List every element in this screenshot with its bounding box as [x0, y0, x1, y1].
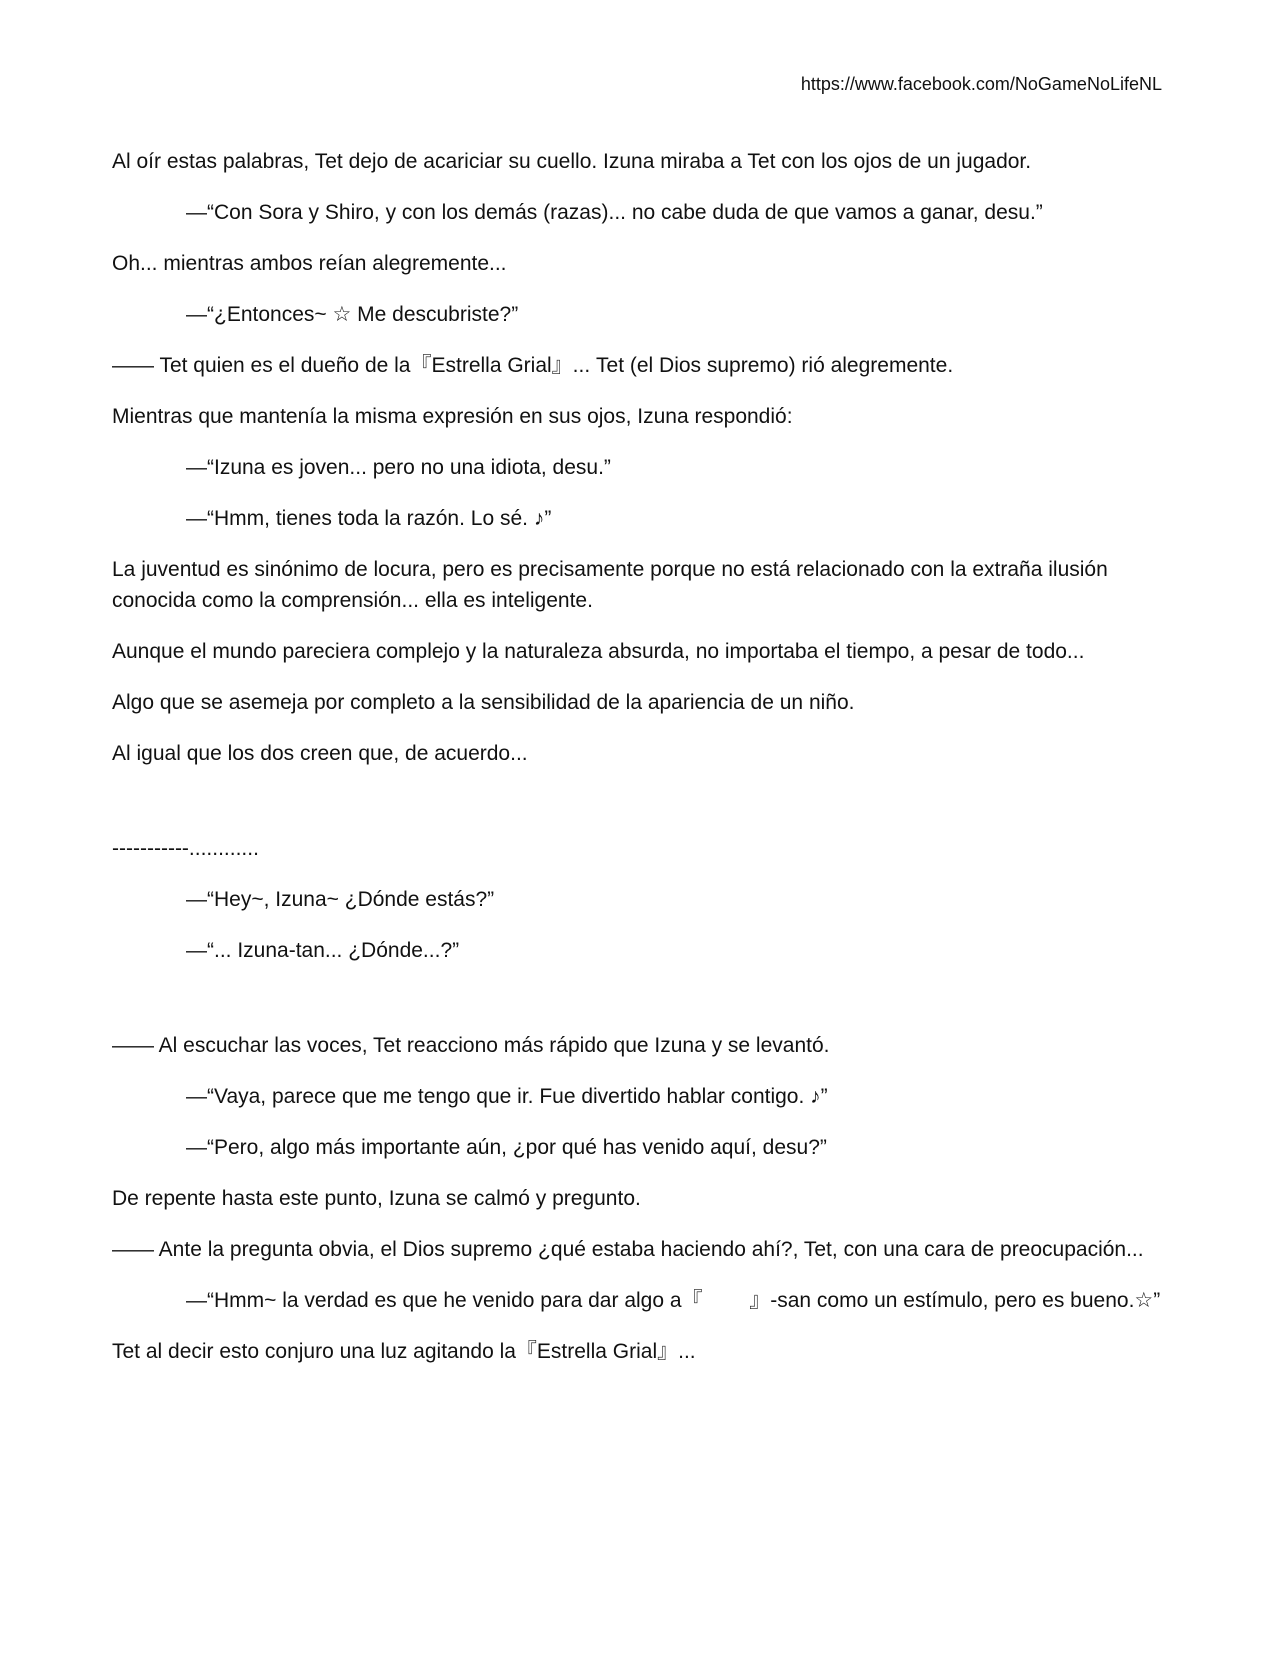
dialogue-line: —“Pero, algo más importante aún, ¿por qué has venido aquí, desu?”: [186, 1136, 827, 1159]
paragraph: Tet al decir esto conjuro una luz agitando la『Estrella Grial』...: [112, 1340, 696, 1363]
dialogue-line: —“¿Entonces~ ☆ Me descubriste?”: [186, 303, 519, 326]
document-body: [112, 146, 1172, 1387]
paragraph: —— Al escuchar las voces, Tet reacciono más rápido que Izuna y se levantó.: [112, 1034, 830, 1057]
paragraph: Al igual que los dos creen que, de acuerdo...: [112, 742, 528, 765]
spacer: [112, 789, 1172, 833]
dialogue-line: —“Vaya, parece que me tengo que ir. Fue divertido hablar contigo. ♪”: [186, 1085, 828, 1108]
paragraph: —— Ante la pregunta obvia, el Dios supremo ¿qué estaba haciendo ahí?, Tet, con una cara de preocupación...: [112, 1238, 1144, 1261]
dialogue-line: —“... Izuna-tan... ¿Dónde...?”: [186, 939, 460, 962]
dialogue-line: —“Hey~, Izuna~ ¿Dónde estás?”: [186, 888, 495, 911]
dialogue-line: —“Hmm~ la verdad es que he venido para dar algo a『 』-san como un estímulo, pero es bueno.☆”: [186, 1289, 1161, 1312]
paragraph: Oh... mientras ambos reían alegremente...: [112, 252, 507, 275]
paragraph: —— Tet quien es el dueño de la『Estrella Grial』... Tet (el Dios supremo) rió alegremente.: [112, 354, 954, 377]
dialogue-line: —“Izuna es joven... pero no una idiota, desu.”: [186, 456, 611, 479]
paragraph: Aunque el mundo pareciera complejo y la naturaleza absurda, no importaba el tiempo, a pesar de todo...: [112, 640, 1085, 663]
paragraph: Algo que se asemeja por completo a la sensibilidad de la apariencia de un niño.: [112, 691, 855, 714]
paragraph: Al oír estas palabras, Tet dejo de acariciar su cuello. Izuna miraba a Tet con los ojos de un jugador.: [112, 150, 1032, 173]
paragraph: La juventud es sinónimo de locura, pero es precisamente porque no está relacionado con la extraña ilusión conocida como la comprensión... ella es inteligente.: [112, 558, 1114, 612]
spacer: [112, 986, 1172, 1030]
scene-divider: -----------............: [112, 837, 259, 860]
dialogue-line: —“Hmm, tienes toda la razón. Lo sé. ♪”: [186, 507, 552, 530]
paragraph: Mientras que mantenía la misma expresión en sus ojos, Izuna respondió:: [112, 405, 793, 428]
paragraph: De repente hasta este punto, Izuna se calmó y pregunto.: [112, 1187, 641, 1210]
facebook-link[interactable]: https://www.facebook.com/NoGameNoLifeNL: [800, 74, 1162, 94]
dialogue-line: —“Con Sora y Shiro, y con los demás (razas)... no cabe duda de que vamos a ganar, desu.”: [186, 201, 1043, 224]
